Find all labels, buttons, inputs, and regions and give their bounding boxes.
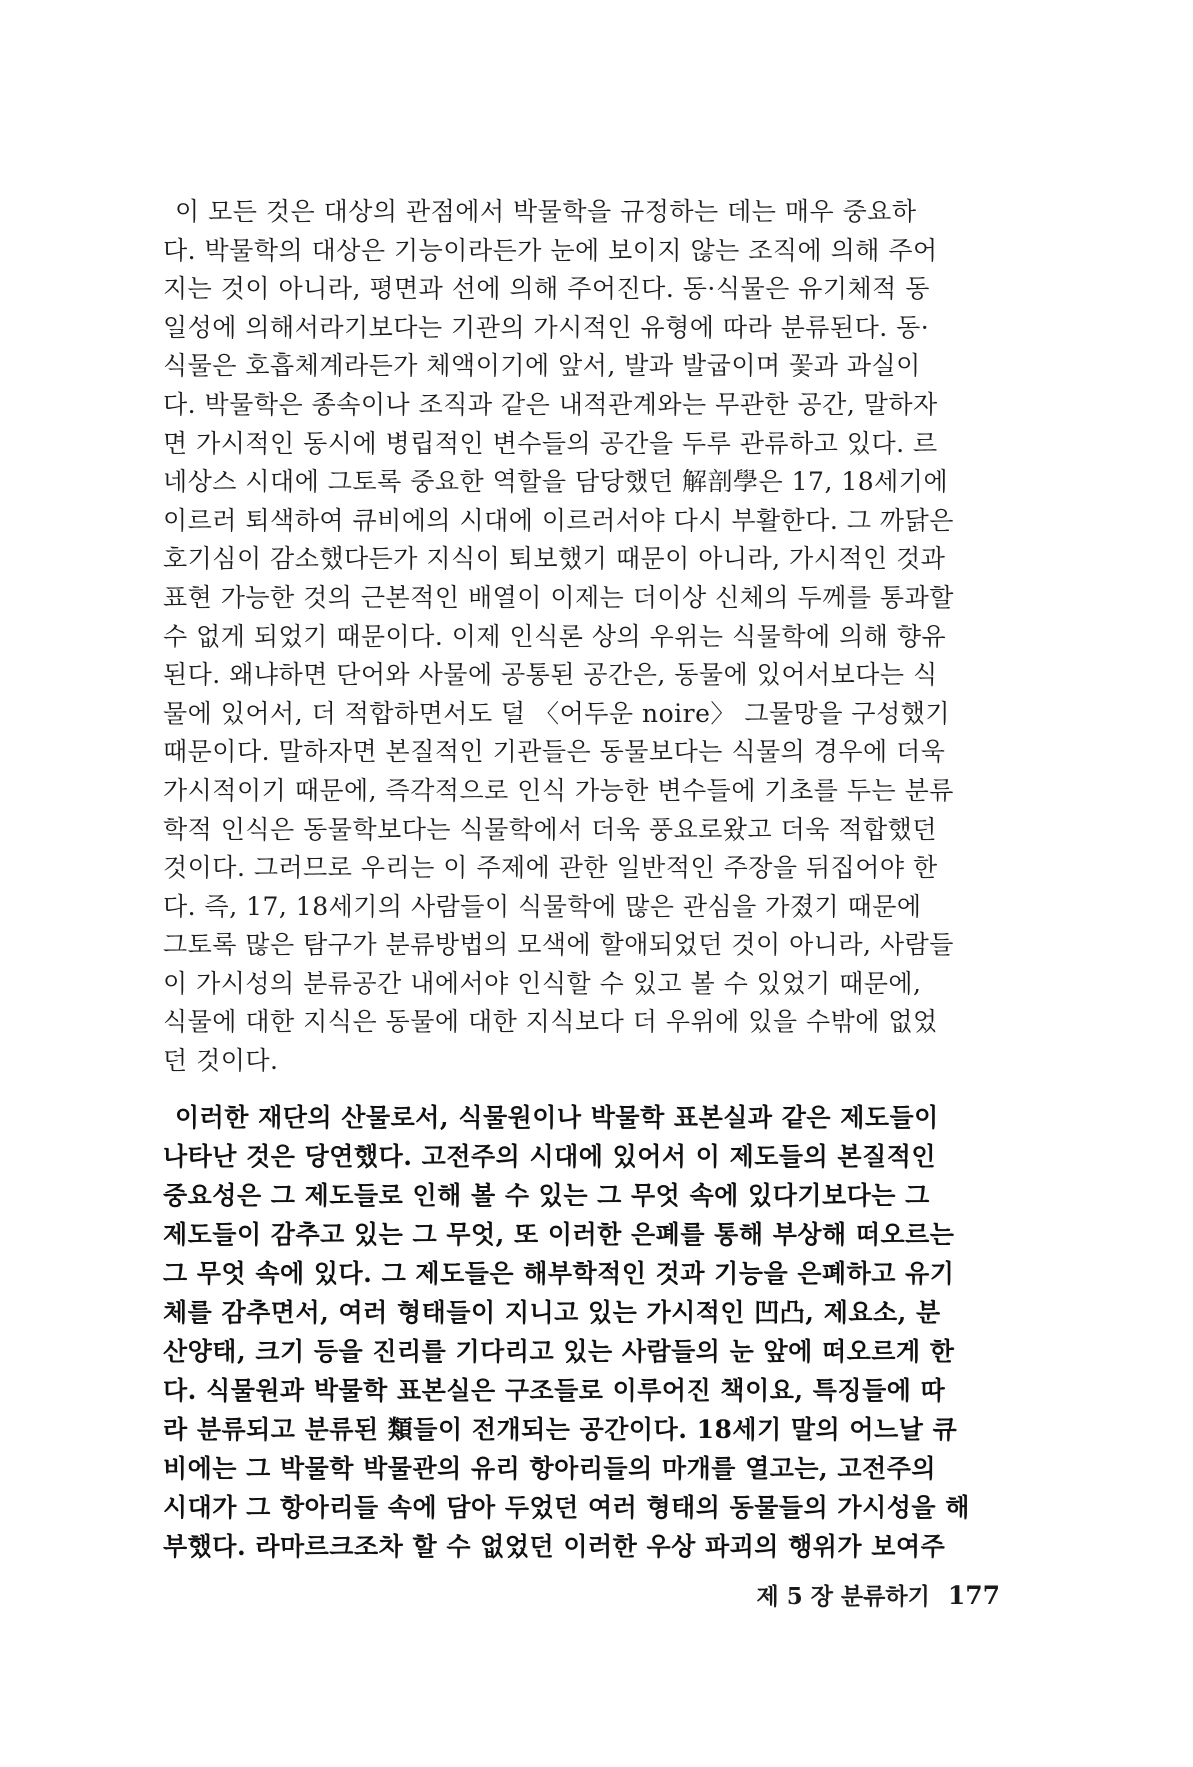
text-line: 호기심이 감소했다든가 지식이 퇴보했기 때문이 아니라, 가시적인 것과 <box>163 544 946 574</box>
paragraph-1 <box>163 193 1013 1081</box>
text-line: 된다. 왜냐하면 단어와 사물에 공통된 공간은, 동물에 있어서보다는 식 <box>163 660 938 690</box>
text-line: 표현 가능한 것의 근본적인 배열이 이제는 더이상 신체의 두께를 통과할 <box>163 582 954 612</box>
text-line: 식물은 호흡체계라든가 체액이기에 앞서, 발과 발굽이며 꽃과 과실이 <box>163 351 921 381</box>
text-line: 다. 즉, 17, 18세기의 사람들이 식물학에 많은 관심을 가졌기 때문에 <box>163 891 922 921</box>
text-line: 다. 박물학은 종속이나 조직과 같은 내적관계와는 무관한 공간, 말하자 <box>163 389 938 419</box>
text-line: 학적 인식은 동물학보다는 식물학에서 더욱 풍요로왔고 더욱 적합했던 <box>163 814 937 844</box>
text-line: 식물에 대한 지식은 동물에 대한 지식보다 더 우위에 있을 수밖에 없었 <box>163 1007 938 1037</box>
text-line: 다. 박물학의 대상은 기능이라든가 눈에 보이지 않는 조직에 의해 주어 <box>163 235 938 265</box>
text-line: 그토록 많은 탐구가 분류방법의 모색에 할애되었던 것이 아니라, 사람들 <box>163 930 954 960</box>
text-line: 지는 것이 아니라, 평면과 선에 의해 주어진다. 동·식물은 유기체적 동 <box>163 274 930 304</box>
text-line: 면 가시적인 동시에 병립적인 변수들의 공간을 두루 관류하고 있다. 르 <box>163 428 938 458</box>
text-line: 이르러 퇴색하여 큐비에의 시대에 이르러서야 다시 부활한다. 그 까닭은 <box>163 505 954 535</box>
text-line: 비에는 그 박물학 박물관의 유리 항아리들의 마개를 열고는, 고전주의 <box>163 1454 937 1483</box>
paragraph-2 <box>163 1098 1013 1566</box>
text-line: 이러한 재단의 산물로서, 식물원이나 박물학 표본실과 같은 제도들이 <box>175 1103 939 1132</box>
text-line: 것이다. 그러므로 우리는 이 주제에 관한 일반적인 주장을 뒤집어야 한 <box>163 853 938 883</box>
chapter-title: 제 5 장 분류하기 <box>756 1583 930 1610</box>
text-line: 중요성은 그 제도들로 인해 볼 수 있는 그 무엇 속에 있다기보다는 그 <box>163 1181 930 1210</box>
text-line: 일성에 의해서라기보다는 기관의 가시적인 유형에 따라 분류된다. 동· <box>163 312 930 342</box>
text-line: 물에 있어서, 더 적합하면서도 덜 〈어두운 noire〉 그물망을 구성했기 <box>163 698 951 728</box>
text-line: 다. 식물원과 박물학 표본실은 구조들로 이루어진 책이요, 특징들에 따 <box>163 1376 946 1405</box>
text-line: 그 무엇 속에 있다. 그 제도들은 해부학적인 것과 기능을 은폐하고 유기 <box>163 1259 955 1288</box>
text-line: 가시적이기 때문에, 즉각적으로 인식 가능한 변수들에 기초를 두는 분류 <box>163 775 954 805</box>
page-number: 177 <box>947 1581 1000 1610</box>
text-line: 수 없게 되었기 때문이다. 이제 인식론 상의 우위는 식물학에 의해 향유 <box>163 621 947 651</box>
page-footer <box>740 1578 1000 1611</box>
text-line: 던 것이다. <box>163 1046 279 1076</box>
text-line: 산양태, 크기 등을 진리를 기다리고 있는 사람들의 눈 앞에 떠오르게 한 <box>163 1337 955 1366</box>
text-line: 이 가시성의 분류공간 내에서야 인식할 수 있고 볼 수 있었기 때문에, <box>163 968 922 998</box>
text-line: 시대가 그 항아리들 속에 담아 두었던 여러 형태의 동물들의 가시성을 해 <box>163 1493 970 1522</box>
text-line: 때문이다. 말하자면 본질적인 기관들은 동물보다는 식물의 경우에 더욱 <box>163 737 946 767</box>
text-line: 라 분류되고 분류된 類들이 전개되는 공간이다. 18세기 말의 어느날 큐 <box>163 1415 958 1444</box>
text-line: 나타난 것은 당연했다. 고전주의 시대에 있어서 이 제도들의 본질적인 <box>163 1142 937 1171</box>
text-line: 체를 감추면서, 여러 형태들이 지니고 있는 가시적인 凹凸, 제요소, 분 <box>163 1298 941 1327</box>
text-line: 부했다. 라마르크조차 할 수 없었던 이러한 우상 파괴의 행위가 보여주 <box>163 1532 946 1561</box>
text-line: 네상스 시대에 그토록 중요한 역할을 담당했던 解剖學은 17, 18세기에 <box>163 467 949 497</box>
text-line: 제도들이 감추고 있는 그 무엇, 또 이러한 은폐를 통해 부상해 떠오르는 <box>163 1220 955 1249</box>
text-line: 이 모든 것은 대상의 관점에서 박물학을 규정하는 데는 매우 중요하 <box>175 197 917 226</box>
